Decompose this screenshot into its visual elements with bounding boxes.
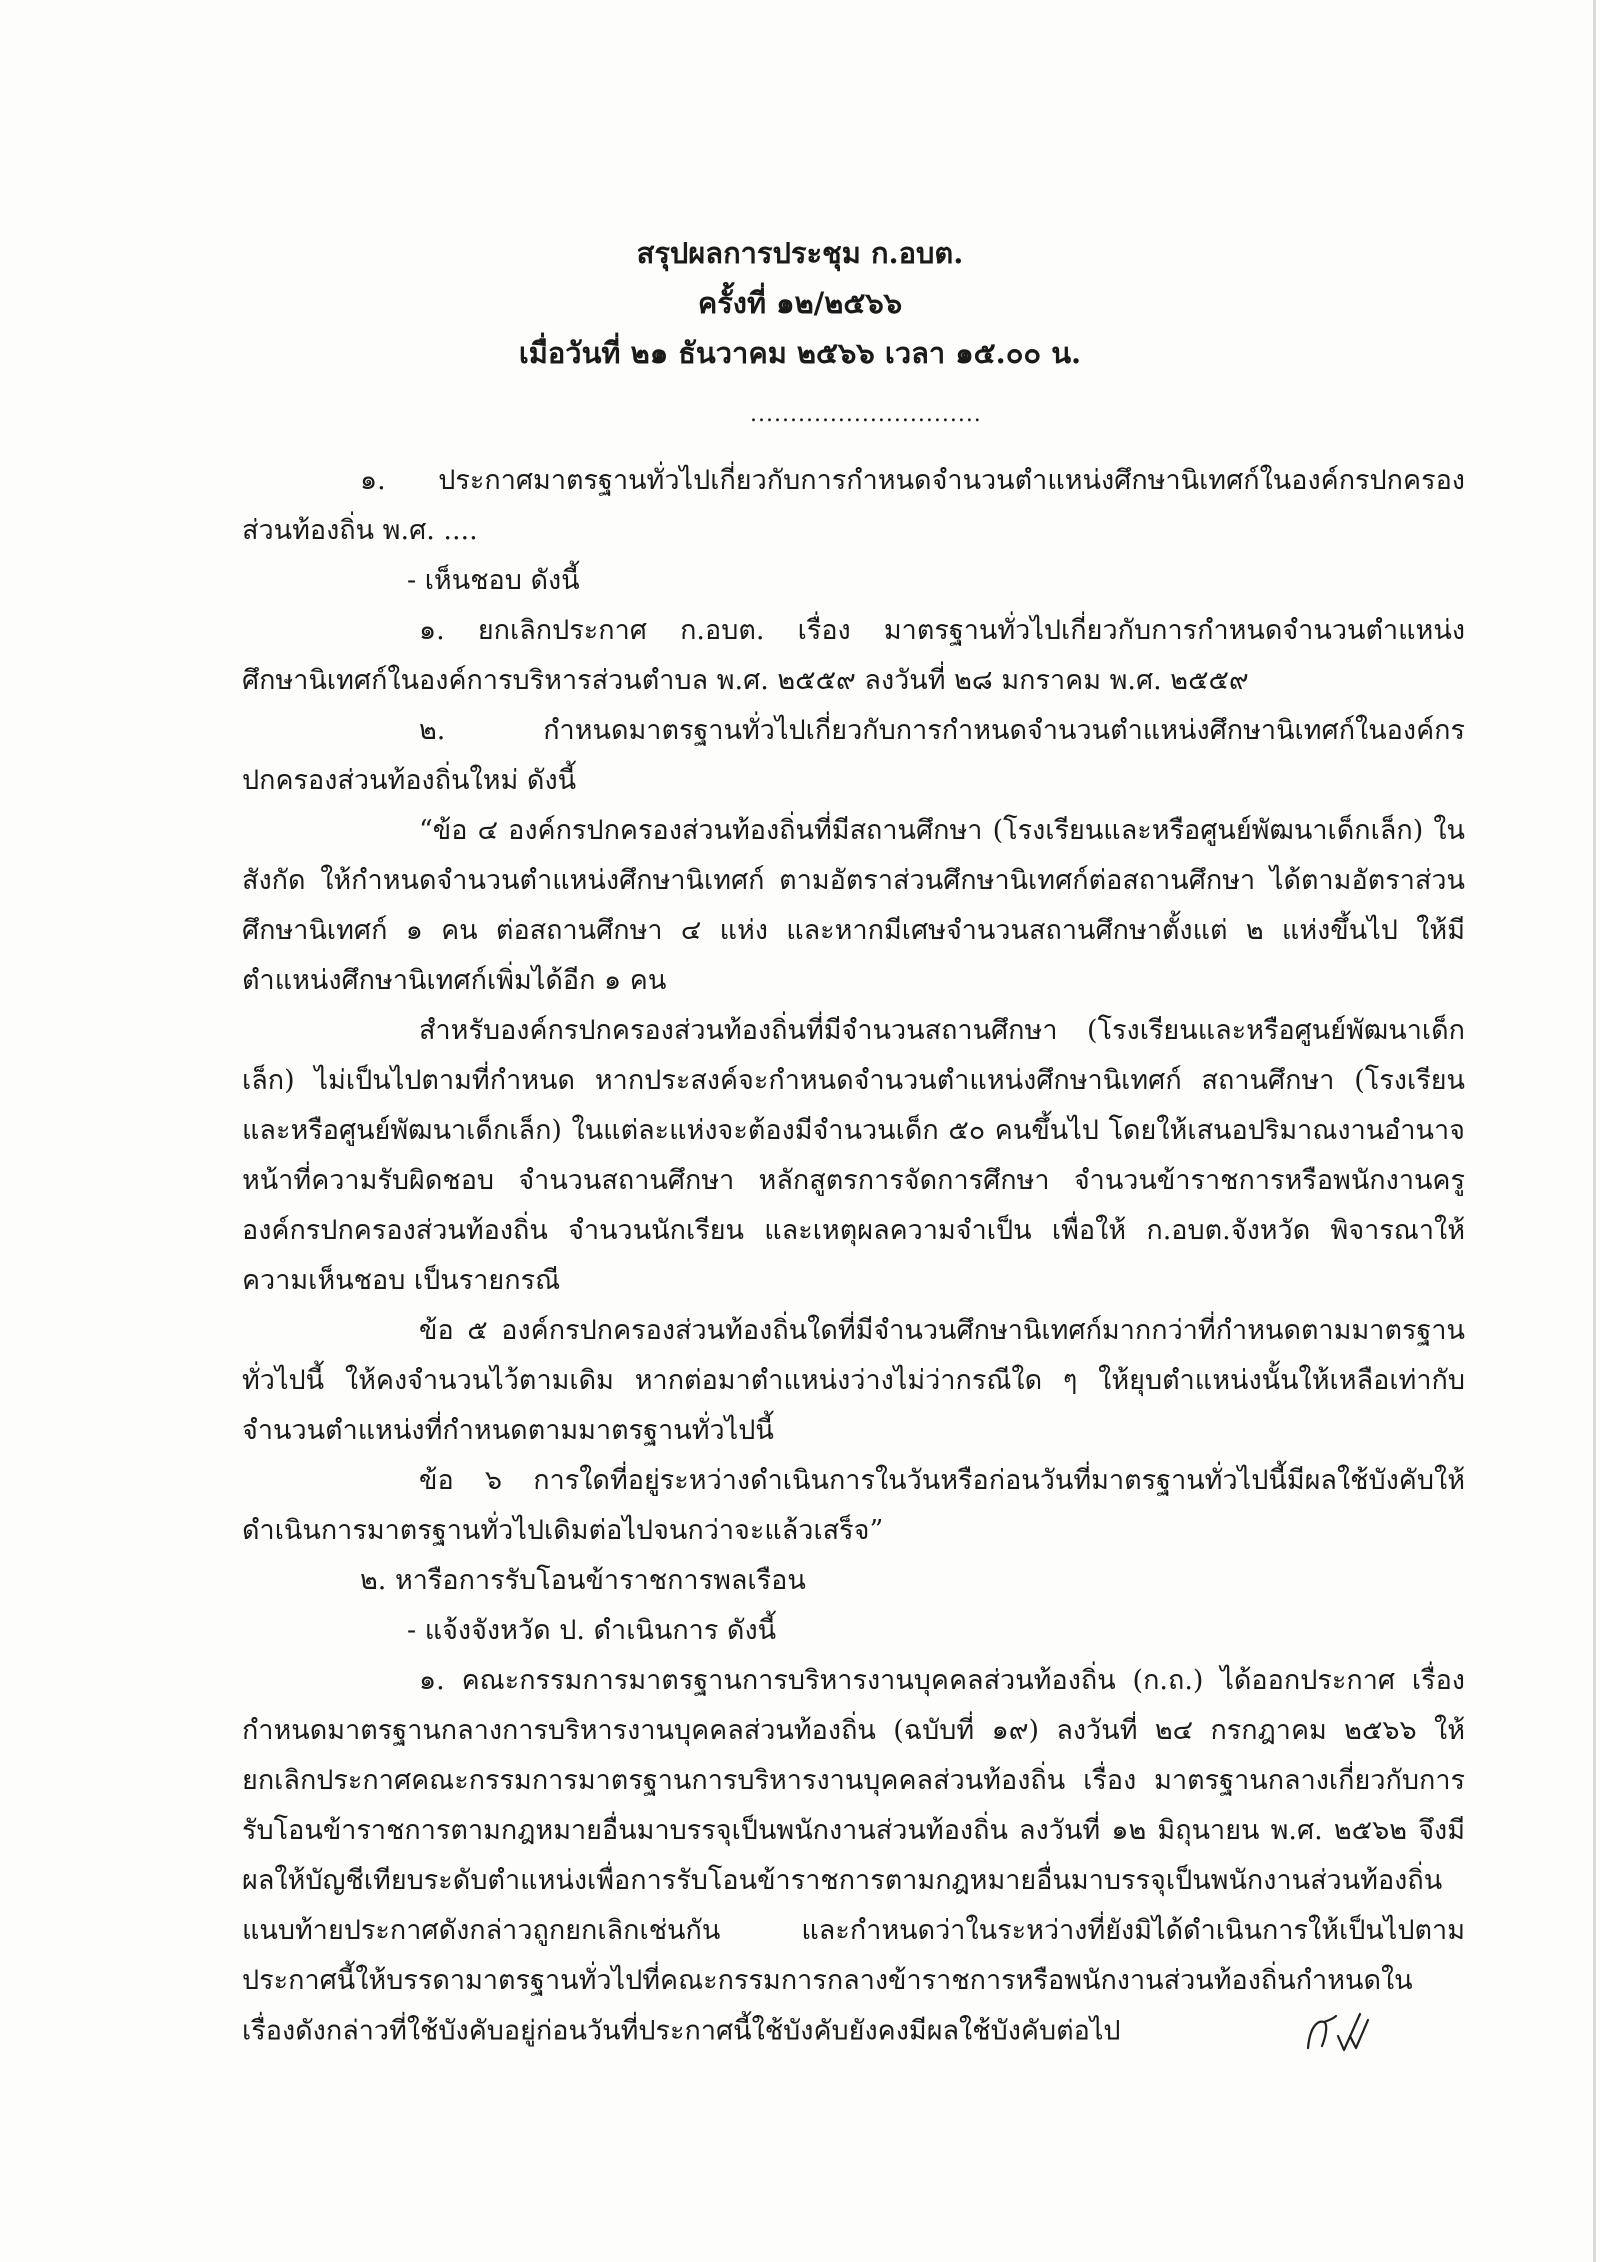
- separator-dots: .............................: [750, 402, 982, 427]
- agenda2-item1: ๑. คณะกรรมการมาตรฐานการบริหารงานบุคคลส่วนท้องถิ่น (ก.ถ.) ได้ออกประกาศ เรื่อง กำหนดมาตรฐานกลางการบริหารงานบุคคลส่วนท้องถิ่น (ฉบับที่ ๑๙) ลงวันที่ ๒๔ กรกฎาคม ๒๕๖๖ ให้ยกเลิกประกาศคณะกรรมการมาตรฐานการบริหารงานบุคคลส่วนท้องถิ่น เรื่อง มาตรฐานกลางเกี่ยวกับการรับโอนข้าราชการตามกฎหมายอื่นมาบรรจุเป็นพนักงานส่วนท้องถิ่น ลงวันที่ ๑๒ มิถุนายน พ.ศ. ๒๕๖๒ จึงมีผลให้บัญชีเทียบระดับตำแหน่งเพื่อการรับโอนข้าราชการตามกฎหมายอื่นมาบรรจุเป็นพนักงานส่วนท้องถิ่นแนบท้ายประกาศดังกล่าวถูกยกเลิกเช่นกัน และกำหนดว่าในระหว่างที่ยังมิได้ดำเนินการให้เป็นไปตามประกาศนี้ให้บรรดามาตรฐานทั่วไปที่คณะกรรมการกลางข้าราชการหรือพนักงานส่วนท้องถิ่นกำหนดในเรื่องดังกล่าวที่ใช้บังคับอยู่ก่อนวันที่ประกาศนี้ใช้บังคับยังคงมีผลใช้บังคับต่อไป: [242, 1665, 1465, 2047]
- meeting-date: เมื่อวันที่ ๒๑ ธันวาคม ๒๕๖๖ เวลา ๑๕.๐๐ น.: [518, 336, 1082, 370]
- initials-signature: [1125, 2006, 1195, 2058]
- agenda1-clause6: ข้อ ๖ การใดที่อยู่ระหว่างดำเนินการในวันหรือก่อนวันที่มาตรฐานทั่วไปนี้มีผลใช้บังคับให้ดำเนินการมาตรฐานทั่วไปเดิมต่อไปจนกว่าจะแล้วเสร็จ”: [242, 1465, 1465, 1546]
- agenda1-clause5: ข้อ ๕ องค์กรปกครองส่วนท้องถิ่นใดที่มีจำนวนศึกษานิเทศก์มากกว่าที่กำหนดตามมาตรฐานทั่วไปนี้ ให้คงจำนวนไว้ตามเดิม หากต่อมาตำแหน่งว่างไม่ว่ากรณีใด ๆ ให้ยุบตำแหน่งนั้นให้เหลือเท่ากับจำนวนตำแหน่งที่กำหนดตามมาตรฐานทั่วไปนี้: [242, 1315, 1465, 1446]
- document-body: [242, 456, 1465, 2058]
- meeting-session: ครั้งที่ ๑๒/๒๕๖๖: [697, 286, 903, 320]
- agenda1-clause4b: สำหรับองค์กรปกครองส่วนท้องถิ่นที่มีจำนวนสถานศึกษา (โรงเรียนและหรือศูนย์พัฒนาเด็กเล็ก) ไม่เป็นไปตามที่กำหนด หากประสงค์จะกำหนดจำนวนตำแหน่งศึกษานิเทศก์ สถานศึกษา (โรงเรียนและหรือศูนย์พัฒนาเด็กเล็ก) ในแต่ละแห่งจะต้องมีจำนวนเด็ก ๕๐ คนขึ้นไป โดยให้เสนอปริมาณงานอำนาจหน้าที่ความรับผิดชอบ จำนวนสถานศึกษา หลักสูตรการจัดการศึกษา จำนวนข้าราชการหรือพนักงานครูองค์กรปกครองส่วนท้องถิ่น จำนวนนักเรียน และเหตุผลความจำเป็น เพื่อให้ ก.อบต.จังหวัด พิจารณาให้ความเห็นชอบ เป็นรายกรณี: [242, 1015, 1465, 1296]
- agenda1-clause4: “ข้อ ๔ องค์กรปกครองส่วนท้องถิ่นที่มีสถานศึกษา (โรงเรียนและหรือศูนย์พัฒนาเด็กเล็ก) ในสังกัด ให้กำหนดจำนวนตำแหน่งศึกษานิเทศก์ ตามอัตราส่วนศึกษานิเทศก์ต่อสถานศึกษา ได้ตามอัตราส่วนศึกษานิเทศก์ ๑ คน ต่อสถานศึกษา ๔ แห่ง และหากมีเศษจำนวนสถานศึกษาตั้งแต่ ๒ แห่งขึ้นไป ให้มีตำแหน่งศึกษานิเทศก์เพิ่มได้อีก ๑ คน: [242, 815, 1466, 996]
- agenda1-item1: ๑. ยกเลิกประกาศ ก.อบต. เรื่อง มาตรฐานทั่วไปเกี่ยวกับการกำหนดจำนวนตำแหน่งศึกษานิเทศก์ในองค์การบริหารส่วนตำบล พ.ศ. ๒๕๕๙ ลงวันที่ ๒๘ มกราคม พ.ศ. ๒๕๕๙: [242, 615, 1465, 696]
- agenda2-title: ๒. หารือการรับโอนข้าราชการพลเรือน: [360, 1565, 806, 1596]
- document-title: สรุปผลการประชุม ก.อบต.: [636, 236, 964, 270]
- agenda1-resolution: - เห็นชอบ ดังนี้: [407, 565, 580, 596]
- document-header: [0, 228, 1600, 378]
- agenda2-resolution: - แจ้งจังหวัด ป. ดำเนินการ ดังนี้: [407, 1615, 777, 1646]
- agenda2-item1-paragraph: [242, 1656, 1465, 2058]
- agenda1-item2: ๒. กำหนดมาตรฐานทั่วไปเกี่ยวกับการกำหนดจำนวนตำแหน่งศึกษานิเทศก์ในองค์กรปกครองส่วนท้องถิ่นใหม่ ดังนี้: [242, 715, 1465, 796]
- agenda1-title: ๑. ประกาศมาตรฐานทั่วไปเกี่ยวกับการกำหนดจำนวนตำแหน่งศึกษานิเทศก์ในองค์กรปกครองส่วนท้องถิ่น พ.ศ. ....: [242, 465, 1465, 546]
